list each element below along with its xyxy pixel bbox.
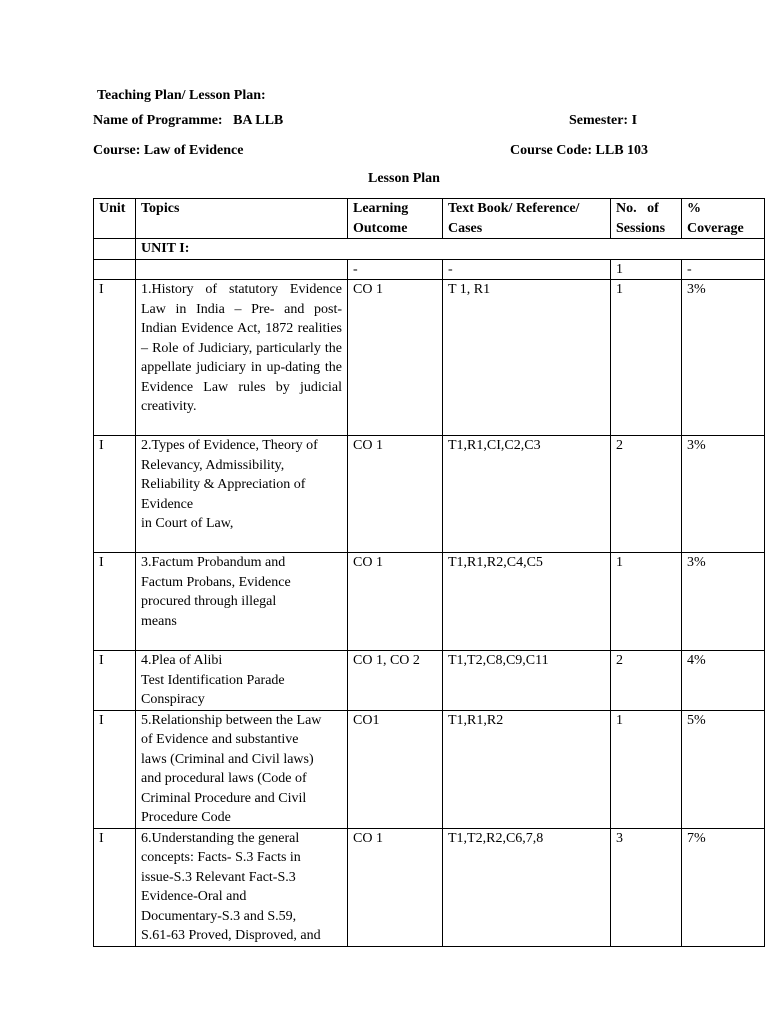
table-cell: 1 <box>611 259 682 280</box>
section-title: Lesson Plan <box>368 171 440 186</box>
coverage-cell: 3% <box>682 436 765 553</box>
textbook-cell: T1,R1,R2,C4,C5 <box>443 553 611 651</box>
table-row <box>94 436 765 553</box>
outcome-cell: CO 1 <box>348 280 443 436</box>
coverage-cell: 3% <box>682 553 765 651</box>
table-row <box>94 259 765 280</box>
table-header-row <box>94 199 765 239</box>
table-row <box>94 651 765 711</box>
textbook-cell: T1,R1,R2 <box>443 710 611 828</box>
topic-cell: 5.Relationship between the Law of Evidence and substantive laws (Criminal and Civil laws) and procedural laws (Code of Criminal Procedure and Civil Procedure Code <box>136 710 348 828</box>
course-code: Course Code: LLB 103 <box>510 143 649 158</box>
table-row <box>94 710 765 828</box>
semester-label: Semester: I <box>569 113 638 128</box>
unit-cell: I <box>94 828 136 946</box>
table-cell <box>94 259 136 280</box>
table-cell <box>136 259 348 280</box>
topic-cell: 6.Understanding the general concepts: Facts- S.3 Facts in issue-S.3 Relevant Fact-S.3 Evidence-Oral and Documentary-S.3 and S.59, S.61-63 Proved, Disproved, and <box>136 828 348 946</box>
topic-cell: 3.Factum Probandum and Factum Probans, Evidence procured through illegal means <box>136 553 348 651</box>
table-cell <box>94 239 136 260</box>
table-cell: - <box>348 259 443 280</box>
topic-cell: 1.History of statutory Evidence Law in India – Pre- and post- Indian Evidence Act, 1872 realities – Role of Judiciary, particularly the appellate judiciary in up-dating the Evidence Law rules by judicial creativity. <box>136 280 348 436</box>
unit-cell: I <box>94 436 136 553</box>
coverage-cell: 7% <box>682 828 765 946</box>
col-header-topics: Topics <box>136 199 348 239</box>
page-title: Teaching Plan/ Lesson Plan: <box>97 88 266 103</box>
topic-cell: 2.Types of Evidence, Theory of Relevancy, Admissibility, Reliability & Appreciation of Evidence in Court of Law, <box>136 436 348 553</box>
unit-heading-row <box>94 239 765 260</box>
coverage-cell: 5% <box>682 710 765 828</box>
textbook-cell: T1,T2,R2,C6,7,8 <box>443 828 611 946</box>
unit-cell: I <box>94 651 136 711</box>
outcome-cell: CO 1 <box>348 436 443 553</box>
textbook-cell: T1,T2,C8,C9,C11 <box>443 651 611 711</box>
outcome-cell: CO 1 <box>348 828 443 946</box>
table-cell: - <box>443 259 611 280</box>
col-header-outcome: Learning Outcome <box>348 199 443 239</box>
textbook-cell: T 1, R1 <box>443 280 611 436</box>
unit-cell: I <box>94 553 136 651</box>
topic-cell: 4.Plea of Alibi Test Identification Parade Conspiracy <box>136 651 348 711</box>
unit-cell: I <box>94 710 136 828</box>
course-name: Course: Law of Evidence <box>93 143 244 158</box>
col-header-unit: Unit <box>94 199 136 239</box>
unit-cell: I <box>94 280 136 436</box>
sessions-cell: 3 <box>611 828 682 946</box>
col-header-sessions: No. of Sessions <box>611 199 682 239</box>
programme-name: Name of Programme: BA LLB <box>93 113 284 128</box>
textbook-cell: T1,R1,CI,C2,C3 <box>443 436 611 553</box>
unit-heading: UNIT I: <box>136 239 765 260</box>
sessions-cell: 1 <box>611 710 682 828</box>
sessions-cell: 2 <box>611 651 682 711</box>
table-row <box>94 280 765 436</box>
outcome-cell: CO1 <box>348 710 443 828</box>
coverage-cell: 4% <box>682 651 765 711</box>
coverage-cell: 3% <box>682 280 765 436</box>
lesson-plan-table <box>93 198 765 947</box>
col-header-coverage: % Coverage <box>682 199 765 239</box>
table-row <box>94 828 765 946</box>
table-cell: - <box>682 259 765 280</box>
outcome-cell: CO 1 <box>348 553 443 651</box>
table-row <box>94 553 765 651</box>
sessions-cell: 1 <box>611 280 682 436</box>
outcome-cell: CO 1, CO 2 <box>348 651 443 711</box>
sessions-cell: 1 <box>611 553 682 651</box>
sessions-cell: 2 <box>611 436 682 553</box>
col-header-textbook: Text Book/ Reference/ Cases <box>443 199 611 239</box>
